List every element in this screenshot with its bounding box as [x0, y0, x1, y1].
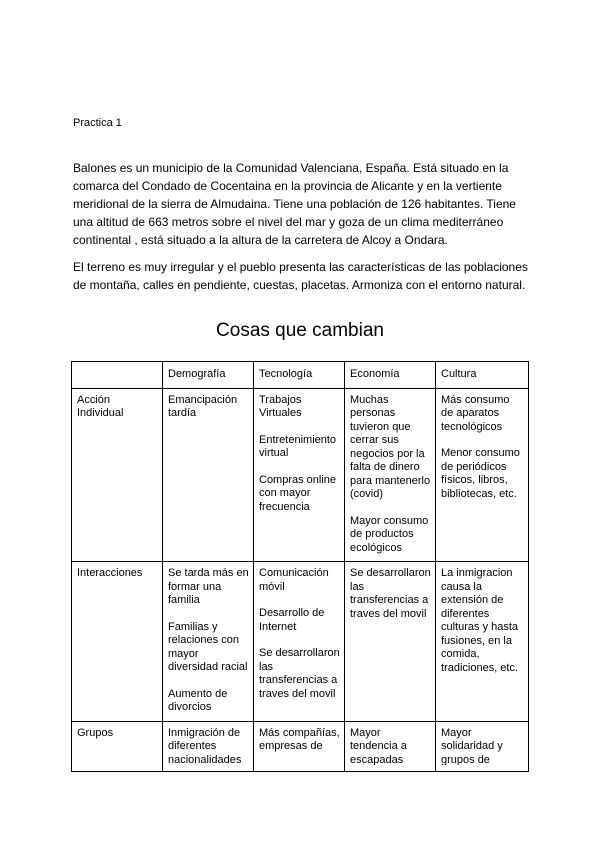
row-label-text: Grupos	[77, 726, 114, 739]
table-row	[72, 562, 529, 722]
header-cell: Demografía	[163, 362, 254, 389]
table-cell	[436, 562, 529, 722]
table-cell	[163, 562, 254, 722]
table-cell	[254, 388, 345, 562]
table-row	[72, 721, 529, 771]
cell-text: Entretenimiento virtual	[259, 433, 337, 459]
table-cell	[345, 721, 436, 771]
cell-text: Menor consumo de periódicos físicos, libros, bibliotecas, etc.	[441, 447, 520, 500]
cell-text: Se desarrollaron las transferencias a traves del movil	[259, 647, 340, 700]
row-label: Interacciones	[72, 562, 163, 722]
table-cell	[345, 562, 436, 722]
table-cell	[254, 721, 345, 771]
table-cell	[163, 721, 254, 771]
table-header-row	[72, 362, 529, 389]
table-cell	[254, 562, 345, 722]
cell-text: Mayor consumo de productos ecológicos	[350, 514, 429, 554]
table-row	[72, 388, 529, 562]
cell-text: Compras online con mayor frecuencia	[259, 473, 337, 513]
table-cell	[163, 388, 254, 562]
header-cell: Tecnología	[254, 362, 345, 389]
table-cell	[345, 388, 436, 562]
cell-text: Mayor tendencia a escapadas	[350, 726, 407, 765]
table-cell	[436, 388, 529, 562]
cell-text: Muchas personas tuvieron que cerrar sus negocios por la falta de dinero para mantenerlo (covid)	[350, 393, 431, 500]
header-cell: Cultura	[436, 362, 529, 389]
paragraph-intro: Balones es un municipio de la Comunidad Valenciana, España. Está situado en la comarca del Condado de Cocentaina en la provincia de Alicante y en la vertiente meridional de la sierra de Almudaina. Tiene una población de 126 habitantes. Tiene una altitud de 663 metros sobre el nivel del mar y goza de un clima mediterráneo continental , está situado a la altura de la carretera de Alcoy a Ondara.	[73, 161, 516, 247]
cell-text: Trabajos Virtuales	[259, 393, 302, 419]
row-label: Acción Individual	[72, 388, 163, 562]
header-cell: Economía	[345, 362, 436, 389]
cell-text: Desarrollo de Internet	[259, 607, 325, 633]
table-title: Cosas que cambian	[216, 320, 384, 341]
table-cell	[436, 721, 529, 771]
cell-text: Inmigración de diferentes nacionalidades	[168, 726, 242, 765]
row-label	[72, 721, 163, 771]
cell-text: La inmigracion causa la extensión de diferentes culturas y hasta fusiones, en la comida, tradiciones, etc.	[441, 567, 519, 674]
header-cell	[72, 362, 163, 389]
document-heading: Practica 1	[73, 117, 122, 129]
cell-text: Más consumo de aparatos tecnológicos	[441, 393, 510, 433]
changes-table	[71, 361, 529, 772]
cell-text: Aumento de divorcios	[168, 687, 228, 713]
cell-text: Emancipación tardía	[168, 393, 238, 419]
cell-text: Más compañías, empresas de	[259, 726, 340, 752]
cell-text: Se desarrollaron las transferencias a traves del movil	[350, 567, 431, 620]
cell-text: Familias y relaciones con mayor diversidad racial	[168, 620, 248, 673]
paragraph-terrain: El terreno es muy irregular y el pueblo presenta las características de las poblaciones de montaña, calles en pendiente, cuestas, placetas. Armoniza con el entorno natural.	[73, 260, 528, 292]
cell-text: Mayor solidaridad y grupos de	[441, 726, 503, 765]
cell-text: Se tarda más en formar una familia	[168, 567, 249, 606]
cell-text: Comunicación móvil	[259, 567, 329, 593]
